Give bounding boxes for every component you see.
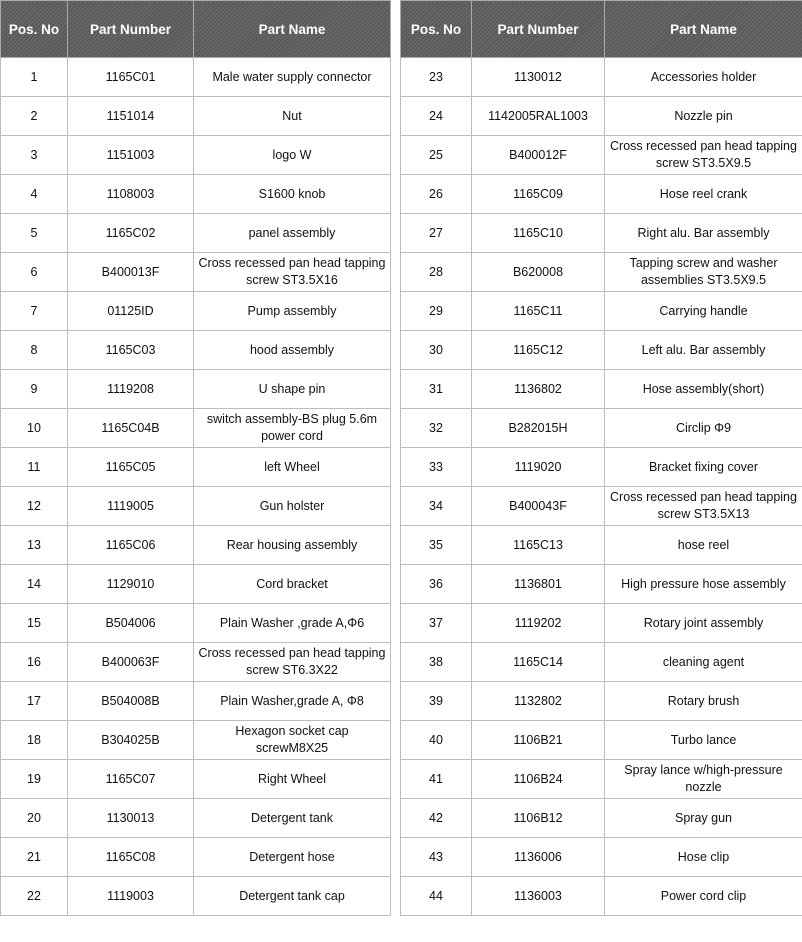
cell-part-name: left Wheel — [194, 448, 391, 487]
cell-pos-no: 35 — [401, 526, 472, 565]
cell-part-number: B504006 — [68, 604, 194, 643]
cell-part-name: Male water supply connector — [194, 58, 391, 97]
header-part-number: Part Number — [68, 1, 194, 58]
cell-pos-no: 15 — [1, 604, 68, 643]
table-row — [401, 877, 802, 916]
table-row — [1, 97, 391, 136]
cell-pos-no: 3 — [1, 136, 68, 175]
table-row — [401, 214, 802, 253]
table-row — [401, 760, 802, 799]
cell-part-name: Cross recessed pan head tapping screw ST3.5X9.5 — [605, 136, 802, 175]
cell-part-name: Hexagon socket cap screwM8X25 — [194, 721, 391, 760]
cell-part-name: hose reel — [605, 526, 802, 565]
cell-part-name: Circlip Φ9 — [605, 409, 802, 448]
table-row — [401, 292, 802, 331]
cell-pos-no: 28 — [401, 253, 472, 292]
table-row — [1, 292, 391, 331]
cell-part-name: cleaning agent — [605, 643, 802, 682]
cell-part-number: 1129010 — [68, 565, 194, 604]
table-row — [401, 526, 802, 565]
cell-part-number: 1130013 — [68, 799, 194, 838]
cell-part-number: 1165C10 — [472, 214, 605, 253]
cell-pos-no: 44 — [401, 877, 472, 916]
cell-pos-no: 24 — [401, 97, 472, 136]
header-part-number: Part Number — [472, 1, 605, 58]
cell-part-name: Hose clip — [605, 838, 802, 877]
cell-part-name: Plain Washer ,grade A,Φ6 — [194, 604, 391, 643]
cell-part-name: Detergent tank cap — [194, 877, 391, 916]
cell-part-number: 1165C07 — [68, 760, 194, 799]
table-row — [401, 838, 802, 877]
cell-pos-no: 22 — [1, 877, 68, 916]
cell-part-number: 1165C02 — [68, 214, 194, 253]
cell-part-number: 1106B12 — [472, 799, 605, 838]
cell-pos-no: 26 — [401, 175, 472, 214]
table-row — [1, 643, 391, 682]
cell-part-number: 1106B24 — [472, 760, 605, 799]
cell-part-name: Right alu. Bar assembly — [605, 214, 802, 253]
table-row — [1, 877, 391, 916]
cell-part-number: 1136802 — [472, 370, 605, 409]
cell-part-number: B620008 — [472, 253, 605, 292]
cell-part-name: Cord bracket — [194, 565, 391, 604]
cell-part-name: S1600 knob — [194, 175, 391, 214]
cell-pos-no: 40 — [401, 721, 472, 760]
cell-part-number: 01125ID — [68, 292, 194, 331]
cell-part-name: Rotary brush — [605, 682, 802, 721]
cell-part-number: 1165C14 — [472, 643, 605, 682]
cell-part-name: High pressure hose assembly — [605, 565, 802, 604]
table-row — [401, 682, 802, 721]
cell-pos-no: 42 — [401, 799, 472, 838]
cell-pos-no: 37 — [401, 604, 472, 643]
cell-part-number: B504008B — [68, 682, 194, 721]
table-row — [1, 721, 391, 760]
cell-pos-no: 13 — [1, 526, 68, 565]
table-row — [1, 526, 391, 565]
cell-part-name: Nut — [194, 97, 391, 136]
cell-part-number: 1151003 — [68, 136, 194, 175]
cell-part-number: B400012F — [472, 136, 605, 175]
cell-pos-no: 6 — [1, 253, 68, 292]
cell-part-number: B400013F — [68, 253, 194, 292]
cell-part-name: Cross recessed pan head tapping screw ST3.5X16 — [194, 253, 391, 292]
cell-part-name: Plain Washer,grade A, Φ8 — [194, 682, 391, 721]
header-part-name: Part Name — [605, 1, 802, 58]
table-row — [401, 448, 802, 487]
cell-part-name: Cross recessed pan head tapping screw ST6.3X22 — [194, 643, 391, 682]
cell-part-name: Power cord clip — [605, 877, 802, 916]
cell-pos-no: 25 — [401, 136, 472, 175]
table-row — [1, 682, 391, 721]
table-row — [401, 799, 802, 838]
cell-part-name: Carrying handle — [605, 292, 802, 331]
parts-table-left — [0, 0, 391, 916]
cell-pos-no: 27 — [401, 214, 472, 253]
cell-pos-no: 12 — [1, 487, 68, 526]
cell-part-number: B400063F — [68, 643, 194, 682]
cell-part-number: 1165C05 — [68, 448, 194, 487]
cell-part-number: 1165C06 — [68, 526, 194, 565]
cell-part-number: 1106B21 — [472, 721, 605, 760]
cell-part-number: 1136006 — [472, 838, 605, 877]
cell-part-number: 1165C11 — [472, 292, 605, 331]
parts-table-right — [400, 0, 802, 916]
cell-part-name: U shape pin — [194, 370, 391, 409]
cell-pos-no: 43 — [401, 838, 472, 877]
cell-part-number: 1130012 — [472, 58, 605, 97]
cell-part-name: Gun holster — [194, 487, 391, 526]
cell-part-name: Spray gun — [605, 799, 802, 838]
table-row — [401, 175, 802, 214]
cell-pos-no: 2 — [1, 97, 68, 136]
cell-part-number: 1165C12 — [472, 331, 605, 370]
cell-part-number: B304025B — [68, 721, 194, 760]
cell-part-name: Tapping screw and washer assemblies ST3.5X9.5 — [605, 253, 802, 292]
table-row — [401, 721, 802, 760]
cell-pos-no: 29 — [401, 292, 472, 331]
cell-part-number: 1165C08 — [68, 838, 194, 877]
cell-pos-no: 20 — [1, 799, 68, 838]
table-row — [1, 370, 391, 409]
table-row — [1, 175, 391, 214]
header-pos-no: Pos. No — [1, 1, 68, 58]
cell-part-name: Detergent tank — [194, 799, 391, 838]
table-row — [1, 253, 391, 292]
cell-part-name: Bracket fixing cover — [605, 448, 802, 487]
table-row — [1, 760, 391, 799]
cell-pos-no: 5 — [1, 214, 68, 253]
cell-part-number: 1136003 — [472, 877, 605, 916]
table-row — [1, 565, 391, 604]
cell-pos-no: 39 — [401, 682, 472, 721]
table-row — [1, 58, 391, 97]
cell-part-number: B400043F — [472, 487, 605, 526]
cell-pos-no: 9 — [1, 370, 68, 409]
header-pos-no: Pos. No — [401, 1, 472, 58]
cell-part-number: 1119202 — [472, 604, 605, 643]
cell-pos-no: 19 — [1, 760, 68, 799]
table-row — [401, 97, 802, 136]
cell-pos-no: 41 — [401, 760, 472, 799]
cell-pos-no: 4 — [1, 175, 68, 214]
cell-part-number: 1165C04B — [68, 409, 194, 448]
cell-part-name: logo W — [194, 136, 391, 175]
table-row — [401, 604, 802, 643]
cell-part-number: B282015H — [472, 409, 605, 448]
table-row — [1, 331, 391, 370]
cell-part-number: 1165C09 — [472, 175, 605, 214]
cell-pos-no: 1 — [1, 58, 68, 97]
cell-pos-no: 32 — [401, 409, 472, 448]
cell-part-name: hood assembly — [194, 331, 391, 370]
cell-part-name: Right Wheel — [194, 760, 391, 799]
table-row — [1, 799, 391, 838]
cell-part-number: 1119003 — [68, 877, 194, 916]
cell-part-number: 1136801 — [472, 565, 605, 604]
cell-part-number: 1119020 — [472, 448, 605, 487]
cell-part-number: 1132802 — [472, 682, 605, 721]
cell-pos-no: 14 — [1, 565, 68, 604]
cell-part-name: Turbo lance — [605, 721, 802, 760]
table-row — [1, 604, 391, 643]
cell-part-name: Rotary joint assembly — [605, 604, 802, 643]
cell-pos-no: 23 — [401, 58, 472, 97]
table-row — [401, 370, 802, 409]
cell-pos-no: 8 — [1, 331, 68, 370]
cell-part-name: Nozzle pin — [605, 97, 802, 136]
cell-pos-no: 17 — [1, 682, 68, 721]
cell-pos-no: 30 — [401, 331, 472, 370]
header-part-name: Part Name — [194, 1, 391, 58]
cell-part-name: Spray lance w/high-pressure nozzle — [605, 760, 802, 799]
cell-part-number: 1165C01 — [68, 58, 194, 97]
cell-part-name: Hose assembly(short) — [605, 370, 802, 409]
cell-pos-no: 31 — [401, 370, 472, 409]
cell-part-number: 1119005 — [68, 487, 194, 526]
cell-part-number: 1108003 — [68, 175, 194, 214]
table-row — [401, 253, 802, 292]
cell-part-number: 1165C03 — [68, 331, 194, 370]
cell-pos-no: 18 — [1, 721, 68, 760]
table-row — [401, 331, 802, 370]
cell-part-name: switch assembly-BS plug 5.6m power cord — [194, 409, 391, 448]
cell-part-name: Hose reel crank — [605, 175, 802, 214]
table-row — [401, 487, 802, 526]
cell-part-number: 1142005RAL1003 — [472, 97, 605, 136]
cell-part-name: Detergent hose — [194, 838, 391, 877]
cell-part-number: 1151014 — [68, 97, 194, 136]
table-row — [401, 58, 802, 97]
cell-pos-no: 10 — [1, 409, 68, 448]
cell-part-name: Left alu. Bar assembly — [605, 331, 802, 370]
table-header-row — [1, 1, 391, 58]
cell-part-number: 1119208 — [68, 370, 194, 409]
cell-pos-no: 33 — [401, 448, 472, 487]
table-row — [1, 136, 391, 175]
table-row — [401, 409, 802, 448]
cell-part-name: Cross recessed pan head tapping screw ST3.5X13 — [605, 487, 802, 526]
cell-pos-no: 16 — [1, 643, 68, 682]
table-row — [401, 643, 802, 682]
cell-pos-no: 7 — [1, 292, 68, 331]
table-row — [1, 448, 391, 487]
cell-pos-no: 11 — [1, 448, 68, 487]
table-header-row — [401, 1, 802, 58]
table-row — [401, 565, 802, 604]
table-row — [1, 838, 391, 877]
cell-part-name: Accessories holder — [605, 58, 802, 97]
table-row — [401, 136, 802, 175]
cell-part-number: 1165C13 — [472, 526, 605, 565]
cell-part-name: Rear housing assembly — [194, 526, 391, 565]
table-row — [1, 409, 391, 448]
table-row — [1, 487, 391, 526]
cell-pos-no: 36 — [401, 565, 472, 604]
cell-part-name: Pump assembly — [194, 292, 391, 331]
cell-part-name: panel assembly — [194, 214, 391, 253]
cell-pos-no: 34 — [401, 487, 472, 526]
cell-pos-no: 38 — [401, 643, 472, 682]
table-row — [1, 214, 391, 253]
cell-pos-no: 21 — [1, 838, 68, 877]
